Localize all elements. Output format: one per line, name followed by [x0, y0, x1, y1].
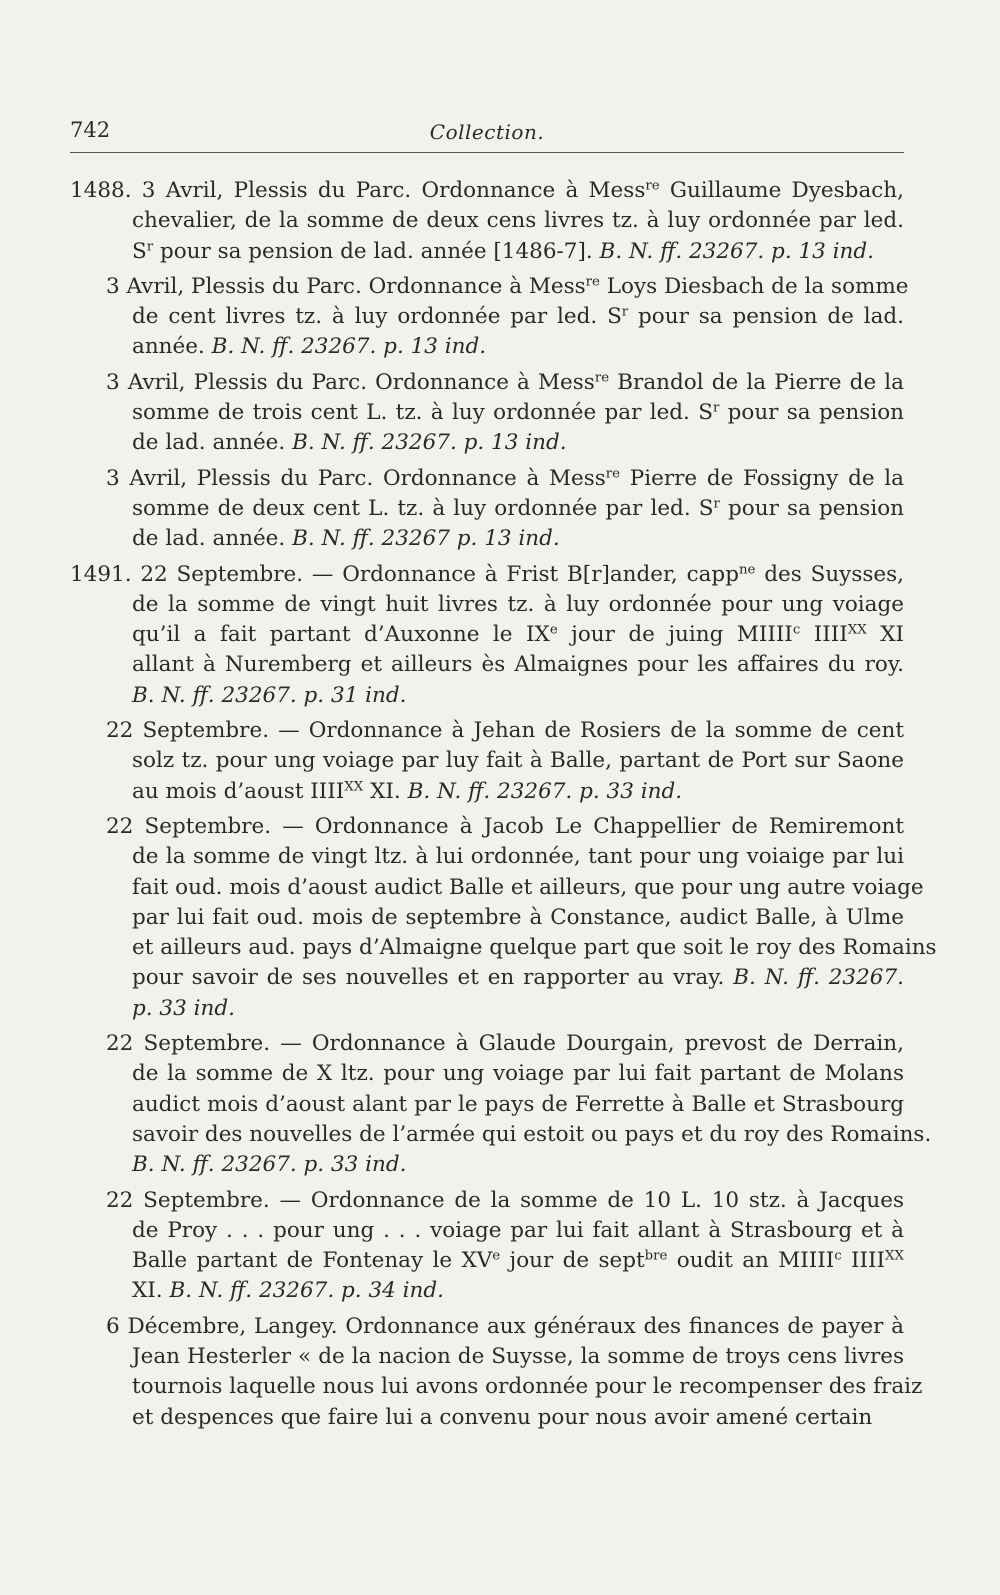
superscript: c	[834, 1248, 842, 1264]
text-run: Pierre de Fossigny de la	[620, 465, 904, 491]
superscript: bre	[644, 1248, 668, 1264]
text-run: 22 Septembre. — Ordonnance à Jehan de Rosiers de la somme de cent	[106, 718, 904, 744]
text-line	[70, 1029, 904, 1059]
superscript: ne	[738, 562, 756, 578]
text-run: fait oud. mois d’aoust audict Balle et ailleurs, que pour ung autre voiage	[132, 874, 924, 900]
bibliographic-reference: B. N. ff. 23267. p. 13 ind.	[211, 334, 487, 360]
bibliographic-reference: B. N. ff. 23267 p. 13 ind.	[292, 526, 560, 552]
text-run: jour de sept	[500, 1248, 645, 1274]
bibliographic-reference: B. N. ff. 23267. p. 13 ind.	[599, 238, 874, 264]
text-run: IIII	[800, 622, 848, 648]
superscript: re	[605, 466, 621, 482]
text-line	[70, 1216, 904, 1246]
text-line	[70, 302, 904, 332]
text-run: 6 Décembre, Langey. Ordonnance aux généraux des finances de payer à	[106, 1313, 904, 1339]
text-run: Brandol de la Pierre de la	[609, 369, 905, 395]
text-line	[70, 464, 904, 494]
text-line	[70, 560, 904, 590]
superscript: XX	[344, 779, 364, 795]
text-run: XI.	[363, 778, 408, 804]
text-run: au mois d’aoust IIII	[132, 778, 345, 804]
bibliographic-reference: p. 33 ind.	[132, 995, 235, 1021]
bibliographic-reference: B. N. ff. 23267. p. 33 ind.	[407, 778, 683, 804]
text-run: 3 Avril, Plessis du Parc. Ordonnance à Mess	[106, 369, 595, 395]
text-run: de la somme de vingt huit livres tz. à luy ordonnée pour ung voiage	[132, 591, 904, 617]
bibliographic-reference: B. N. ff. 23267. p. 31 ind.	[132, 682, 407, 708]
superscript: re	[594, 370, 610, 386]
bibliographic-reference: B. N. ff. 23267. p. 13 ind.	[292, 430, 567, 456]
text-line	[70, 1403, 904, 1433]
entry	[70, 1312, 923, 1433]
text-line	[70, 1276, 904, 1306]
text-line	[70, 1342, 904, 1372]
text-run: audict mois d’aoust alant par le pays de Ferrette à Balle et Strasbourg	[132, 1091, 904, 1117]
text-line	[70, 994, 904, 1024]
text-run: pour sa pension	[719, 400, 904, 426]
superscript: re	[585, 274, 600, 290]
entry	[70, 368, 904, 459]
text-run: solz tz. pour ung voiage par luy fait à Balle, partant de Port sur Saone	[132, 748, 904, 774]
text-run: de Proy . . . pour ung . . . voiage par lui fait allant à Strasbourg et à	[132, 1217, 904, 1243]
running-head: Collection.	[429, 120, 545, 144]
text-line	[70, 746, 904, 776]
text-line	[70, 716, 904, 746]
bibliographic-reference: B. N. ff. 23267. p. 33 ind.	[132, 1152, 407, 1178]
text-line	[70, 963, 904, 993]
text-run: somme de trois cent L. tz. à luy ordonnée par led. S	[132, 400, 713, 426]
text-line	[70, 494, 904, 524]
text-line	[70, 1059, 904, 1089]
text-run: 1488. 3 Avril, Plessis du Parc. Ordonnance à Mess	[70, 178, 646, 203]
text-run: 22 Septembre. — Ordonnance à Jacob Le Chappellier de Remiremont	[106, 813, 904, 839]
text-line	[70, 332, 904, 362]
text-run: 3 Avril, Plessis du Parc. Ordonnance à Mess	[106, 273, 586, 299]
superscript: XX	[885, 1248, 904, 1264]
text-run: 22 Septembre. — Ordonnance de la somme de 10 L. 10 stz. à Jacques	[106, 1187, 904, 1213]
text-line	[70, 1372, 923, 1402]
bibliographic-reference: B. N. ff. 23267.	[733, 965, 904, 991]
text-run: XI	[866, 622, 904, 648]
entry	[70, 560, 904, 711]
text-line	[70, 1246, 904, 1276]
page-header	[70, 112, 904, 153]
document-body	[70, 176, 937, 1438]
text-run: de cent livres tz. à luy ordonnée par led. S	[132, 304, 622, 330]
superscript: r	[146, 239, 154, 255]
text-run: 1491. 22 Septembre. — Ordonnance à Frist B[r]ander, capp	[70, 561, 739, 587]
text-run: S	[132, 238, 147, 264]
text-run: de la somme de vingt ltz. à lui ordonnée, tant pour ung voiaige par lui	[132, 844, 904, 870]
superscript: r	[712, 400, 720, 416]
bibliographic-reference: B. N. ff. 23267. p. 34 ind.	[169, 1278, 444, 1304]
page-number: 742	[70, 118, 111, 142]
text-run: qu’il a fait partant d’Auxonne le IX	[132, 622, 550, 648]
superscript: r	[713, 496, 720, 512]
text-run: de lad. année.	[132, 526, 293, 552]
text-line	[70, 1150, 904, 1180]
text-run: oudit an MIIII	[667, 1248, 835, 1274]
text-line	[70, 1120, 932, 1150]
text-run: et despences que faire lui a convenu pour nous avoir amené certain	[132, 1404, 873, 1430]
text-line	[70, 398, 904, 428]
text-run: allant à Nuremberg et ailleurs ès Almaignes pour les affaires du roy.	[132, 652, 904, 678]
text-run: IIII	[841, 1248, 886, 1274]
text-line	[70, 681, 904, 711]
text-run: Guillaume Dyesbach,	[659, 178, 904, 203]
text-run: de lad. année.	[132, 430, 293, 456]
text-line	[70, 368, 904, 398]
entry	[70, 812, 937, 1024]
entry	[70, 272, 909, 363]
entry	[70, 176, 904, 267]
text-run: Balle partant de Fontenay le XV	[132, 1248, 493, 1274]
text-run: 22 Septembre. — Ordonnance à Glaude Dourgain, prevost de Derrain,	[106, 1031, 904, 1057]
text-line	[70, 620, 904, 650]
text-run: savoir des nouvelles de l’armée qui estoit ou pays et du roy des Romains.	[132, 1121, 932, 1147]
text-run: des Suysses,	[755, 561, 904, 587]
text-line	[70, 590, 904, 620]
text-line	[70, 1186, 904, 1216]
text-run: Loys Diesbach de la somme	[599, 273, 909, 299]
text-line	[70, 903, 904, 933]
text-line	[70, 812, 904, 842]
text-line	[70, 873, 924, 903]
text-run: pour savoir de ses nouvelles et en rapporter au vray.	[132, 965, 734, 991]
text-line	[70, 237, 904, 267]
text-line	[70, 1312, 904, 1342]
text-line	[70, 206, 904, 236]
superscript: e	[492, 1248, 501, 1264]
superscript: e	[549, 622, 558, 638]
text-run: par lui fait oud. mois de septembre à Constance, audict Balle, à Ulme	[132, 904, 904, 930]
text-line	[70, 650, 904, 680]
entry	[70, 464, 904, 555]
text-line	[70, 524, 904, 554]
entry	[70, 1029, 932, 1180]
superscript: r	[621, 304, 629, 320]
text-run: de la somme de X ltz. pour ung voiage par lui fait partant de Molans	[132, 1061, 904, 1087]
text-line	[70, 176, 904, 206]
text-line	[70, 842, 904, 872]
text-run: somme de deux cent L. tz. à luy ordonnée par led. S	[132, 495, 714, 521]
text-run: Jean Hesterler « de la nacion de Suysse, la somme de troys cens livres	[132, 1343, 904, 1369]
text-run: et ailleurs aud. pays d’Almaigne quelque part que soit le roy des Romains	[132, 935, 937, 961]
text-run: XI.	[132, 1278, 170, 1304]
text-run: tournois laquelle nous lui avons ordonnée pour le recompenser des fraiz	[132, 1374, 923, 1400]
superscript: re	[645, 178, 660, 194]
entry	[70, 716, 904, 807]
text-run: 3 Avril, Plessis du Parc. Ordonnance à Mess	[106, 465, 606, 491]
text-line	[70, 1090, 904, 1120]
superscript: XX	[847, 622, 867, 638]
text-run: jour de juing MIIII	[557, 622, 793, 648]
text-run: pour sa pension	[719, 495, 904, 521]
text-line	[70, 272, 909, 302]
text-line	[70, 777, 904, 807]
text-run: pour sa pension de lad. année [1486-7].	[153, 238, 600, 264]
text-line	[70, 428, 904, 458]
text-run: pour sa pension de lad.	[628, 304, 904, 330]
entry	[70, 1186, 904, 1307]
superscript: c	[792, 622, 801, 638]
text-run: année.	[132, 334, 212, 360]
text-line	[70, 933, 937, 963]
text-run: chevalier, de la somme de deux cens livres tz. à luy ordonnée par led.	[132, 208, 904, 234]
